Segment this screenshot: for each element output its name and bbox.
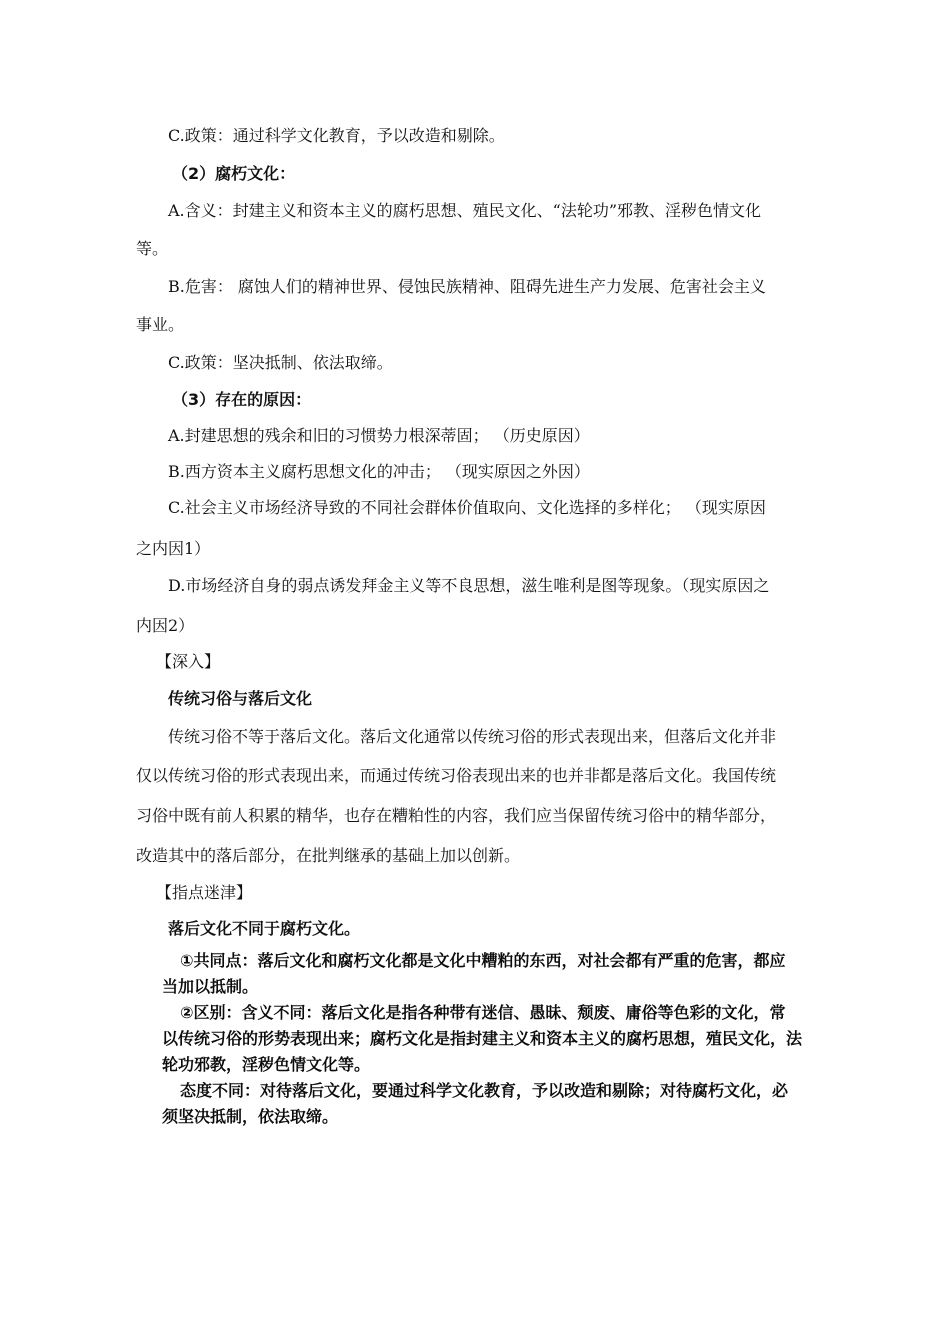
- scan-line-5: 轮功邪教，淫秽色情文化等。: [162, 1055, 371, 1074]
- meaning-line-1: A.含义：封建主义和资本主义的腐朽思想、殖民文化、“法轮功”邪教、淫秽色情文化: [168, 201, 762, 220]
- deep-title: 传统习俗与落后文化: [168, 689, 313, 708]
- reason-d-line-1: D.市场经济自身的弱点诱发拜金主义等不良思想，滋生唯利是图等现象。（现实原因之: [168, 576, 770, 595]
- reason-c-line-2: 之内因1）: [136, 539, 211, 558]
- deep-paragraph-line-4: 改造其中的落后部分，在批判继承的基础上加以创新。: [136, 846, 521, 865]
- scan-line-3: ②区别：含义不同：落后文化是指各种带有迷信、愚昧、颓废、庸俗等色彩的文化，常: [180, 1003, 786, 1022]
- reason-a: A.封建思想的残余和旧的习惯势力根深蒂固； （历史原因）: [168, 426, 590, 445]
- tip-tag: 【指点迷津】: [156, 883, 253, 902]
- reason-d-line-2: 内因2）: [136, 616, 195, 635]
- reason-b: B.西方资本主义腐朽思想文化的冲击； （现实原因之外因）: [168, 462, 590, 481]
- deep-tag: 【深入】: [156, 652, 221, 671]
- reason-c-line-1: C.社会主义市场经济导致的不同社会群体价值取向、文化选择的多样化； （现实原因: [168, 498, 766, 517]
- harm-line-2: 事业。: [136, 315, 185, 334]
- heading-reasons: （3）存在的原因：: [172, 390, 312, 409]
- scan-line-1: ①共同点：落后文化和腐朽文化都是文化中糟粕的东西，对社会都有严重的危害，都应: [180, 951, 786, 970]
- policy-line-decadent: C.政策：坚决抵制、依法取缔。: [168, 353, 393, 372]
- meaning-line-2: 等。: [136, 239, 169, 258]
- scan-line-2: 当加以抵制。: [162, 977, 259, 996]
- scanned-paragraph: [162, 948, 818, 1130]
- policy-line-backward: C.政策：通过科学文化教育，予以改造和剔除。: [168, 126, 505, 145]
- scan-line-4: 以传统习俗的形势表现出来；腐朽文化是指封建主义和资本主义的腐朽思想，殖民文化，法: [162, 1029, 803, 1048]
- heading-decadent-culture: （2）腐朽文化：: [172, 164, 296, 183]
- scan-line-6: 态度不同：对待落后文化，要通过科学文化教育，予以改造和剔除；对待腐朽文化，必: [180, 1081, 789, 1100]
- deep-paragraph-line-1: 传统习俗不等于落后文化。落后文化通常以传统习俗的形式表现出来，但落后文化并非: [168, 727, 777, 746]
- deep-paragraph-line-2: 仅以传统习俗的形式表现出来，而通过传统习俗表现出来的也并非都是落后文化。我国传统: [136, 766, 777, 785]
- deep-paragraph-line-3: 习俗中既有前人积累的精华，也存在糟粕性的内容，我们应当保留传统习俗中的精华部分，: [136, 806, 777, 825]
- harm-line-1: B.危害： 腐蚀人们的精神世界、侵蚀民族精神、阻碍先进生产力发展、危害社会主义: [168, 277, 766, 296]
- scan-line-7: 须坚决抵制，依法取缔。: [162, 1107, 339, 1126]
- tip-title: 落后文化不同于腐朽文化。: [168, 919, 361, 938]
